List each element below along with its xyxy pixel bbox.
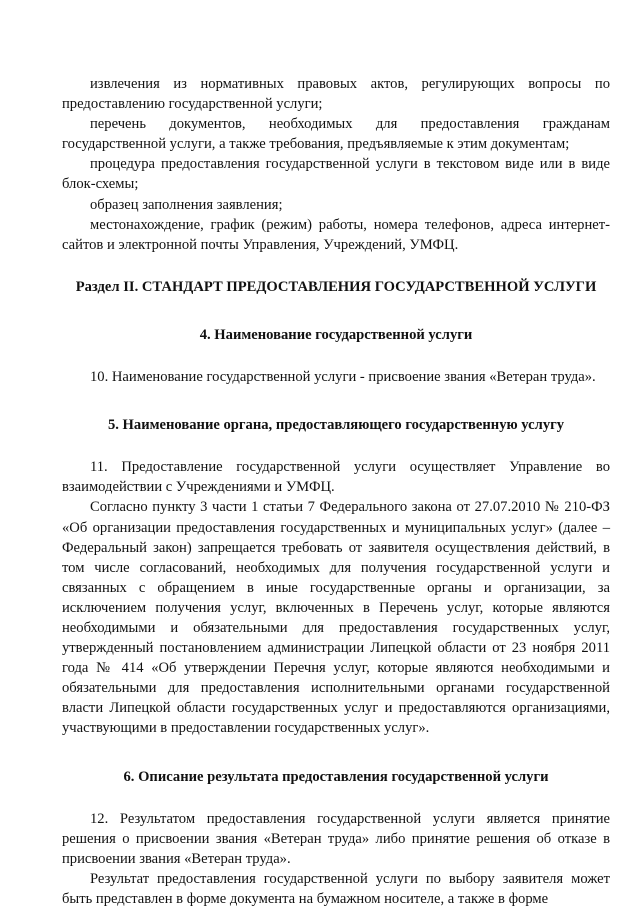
paragraph-result-form: Результат предоставления государственной услуги по выбору заявителя может быть представлен в форме документа на бумажном носителе, а также в форме	[62, 870, 610, 907]
heading-providing-body: 5. Наименование органа, предоставляющего государственную услугу	[107, 417, 565, 434]
heading-result-description: 6. Описание результата предоставления государственной услуги	[123, 768, 549, 785]
list-item-sample-form: образец заполнения заявления;	[90, 196, 283, 213]
paragraph-12: 12. Результатом предоставления государственной услуги является принятие решения о присвоении звания «Ветеран труда» либо принятие решения об отказе в присвоении звания «Ветеран труда».	[62, 810, 610, 867]
list-item-extracts: извлечения из нормативных правовых актов, регулирующих вопросы по предоставлению государственной услуги;	[62, 76, 610, 113]
paragraph-10: 10. Наименование государственной услуги - присвоение звания «Ветеран труда».	[90, 369, 596, 386]
list-item-location: местонахождение, график (режим) работы, номера телефонов, адреса интернет-сайтов и электронной почты Управления, Учреждений, УМФЦ.	[62, 216, 610, 253]
list-item-documents: перечень документов, необходимых для предоставления гражданам государственной услуги, а также требования, предъявляемые к этим документам;	[62, 116, 610, 153]
heading-service-name: 4. Наименование государственной услуги	[199, 326, 473, 343]
paragraph-law-reference: Согласно пункту 3 части 1 статьи 7 Федерального закона от 27.07.2010 № 210-ФЗ «Об организации предоставления государственных и муниципальных услуг» (далее – Федеральный закон) запрещается требовать от заявителя осуществления действий, в том числе согласований, необходимых для получения государственной услуги и связанных с обращением в иные государственные органы и организации, за исключением получения услуг, включенных в Перечень услуг, которые являются необходимыми и обязательными для предоставления государственных услуг, утвержденный постановлением администрации Липецкой области от 23 ноября 2011 года № 414 «Об утверждении Перечня услуг, которые являются необходимыми и обязательными для предоставления исполнительными органами государственной власти Липецкой области государственных услуг и предоставляются организациями, участвующими в предоставлении государственных услуг».	[62, 499, 610, 737]
paragraph-11: 11. Предоставление государственной услуги осуществляет Управление во взаимодействии с Учреждениями и УМФЦ.	[62, 459, 610, 496]
section-title: Раздел II. СТАНДАРТ ПРЕДОСТАВЛЕНИЯ ГОСУДАРСТВЕННОЙ УСЛУГИ	[75, 278, 597, 295]
list-item-procedure: процедура предоставления государственной услуги в текстовом виде или в виде блок-схемы;	[62, 156, 610, 193]
